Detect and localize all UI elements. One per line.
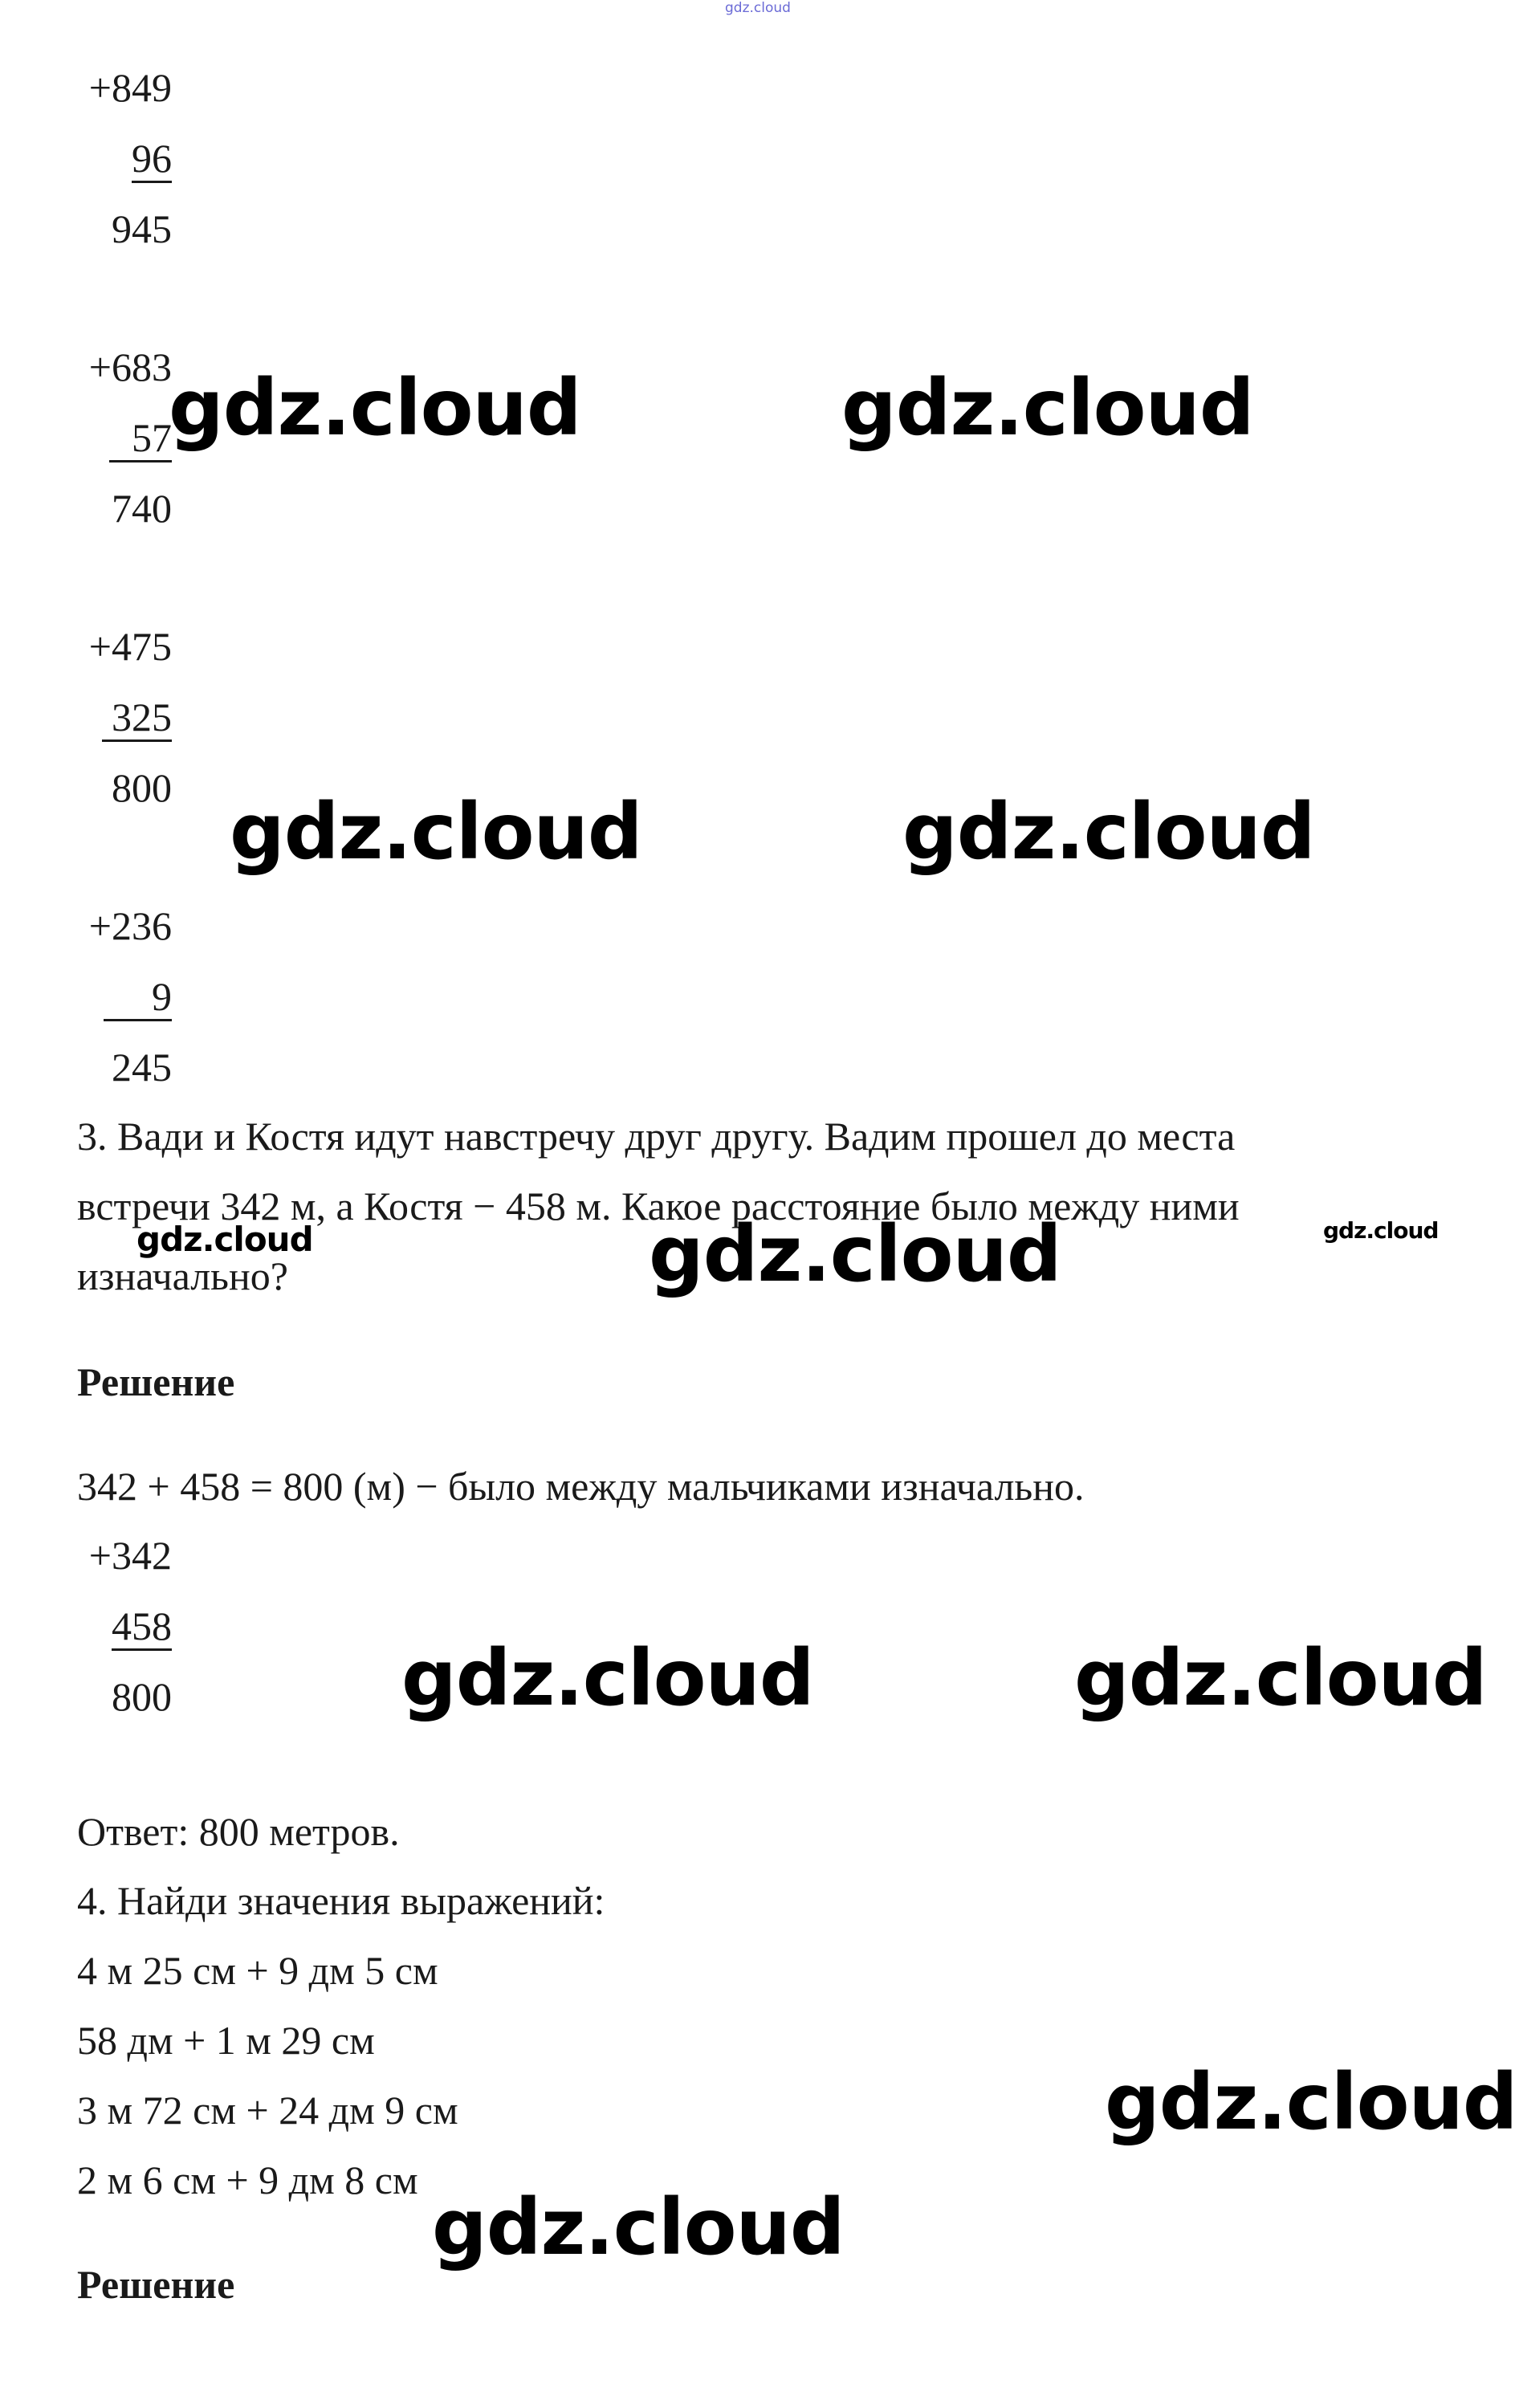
column-1-bottom-value: 96	[132, 136, 172, 183]
column-4-top: +236	[88, 903, 172, 948]
watermark: gdz.cloud	[902, 787, 1315, 877]
task3-column-top: +342	[88, 1533, 172, 1578]
column-3-bottom-value: 325	[102, 695, 172, 742]
task3-column-bottom	[77, 1603, 172, 1649]
header-watermark: gdz.cloud	[725, 0, 791, 16]
column-3-result: 800	[112, 765, 172, 810]
column-1-top: +849	[88, 65, 172, 110]
watermark: gdz.cloud	[1105, 2057, 1517, 2147]
column-1-bottom	[77, 135, 172, 181]
task3-line-3: изначально?	[77, 1253, 288, 1298]
task4-solution-heading: Решение	[77, 2262, 235, 2307]
task3-column-bottom-value: 458	[112, 1603, 172, 1651]
task3-answer: Ответ: 800 метров.	[77, 1809, 400, 1854]
task3-column-result: 800	[112, 1674, 172, 1719]
watermark: gdz.cloud	[401, 1633, 814, 1723]
task3-line-2: встречи 342 м, а Костя − 458 м. Какое расстояние было между ними	[77, 1184, 1240, 1228]
watermark-small: gdz.cloud	[136, 1220, 313, 1259]
column-3-top: +475	[88, 624, 172, 669]
column-4-bottom-value: 9	[104, 974, 172, 1021]
task4-expression-4: 2 м 6 см + 9 дм 8 см	[77, 2157, 418, 2202]
column-1-result: 945	[112, 206, 172, 251]
watermark: gdz.cloud	[432, 2182, 845, 2272]
watermark: gdz.cloud	[649, 1209, 1061, 1299]
task3-equation: 342 + 458 = 800 (м) − было между мальчиками изначально.	[77, 1464, 1085, 1509]
task4-title: 4. Найди значения выражений:	[77, 1878, 605, 1923]
column-3-bottom	[77, 694, 172, 740]
task3-solution-heading: Решение	[77, 1359, 235, 1404]
column-4-bottom	[77, 973, 172, 1020]
task4-expression-1: 4 м 25 см + 9 дм 5 см	[77, 1948, 438, 1993]
column-2-top: +683	[88, 344, 172, 389]
task4-expression-3: 3 м 72 см + 24 дм 9 см	[77, 2088, 458, 2133]
column-2-bottom-value: 57	[109, 415, 172, 462]
task3-line-1: 3. Вади и Костя идут навстречу друг другу. Вадим прошел до места	[77, 1114, 1236, 1159]
column-4-result: 245	[112, 1045, 172, 1090]
watermark: gdz.cloud	[169, 363, 581, 453]
watermark: gdz.cloud	[1074, 1633, 1487, 1723]
watermark: gdz.cloud	[841, 363, 1254, 453]
watermark-tiny: gdz.cloud	[1323, 1217, 1439, 1244]
watermark: gdz.cloud	[230, 787, 642, 877]
column-2-result: 740	[112, 486, 172, 531]
task4-expression-2: 58 дм + 1 м 29 см	[77, 2018, 375, 2063]
column-2-bottom	[77, 414, 172, 461]
